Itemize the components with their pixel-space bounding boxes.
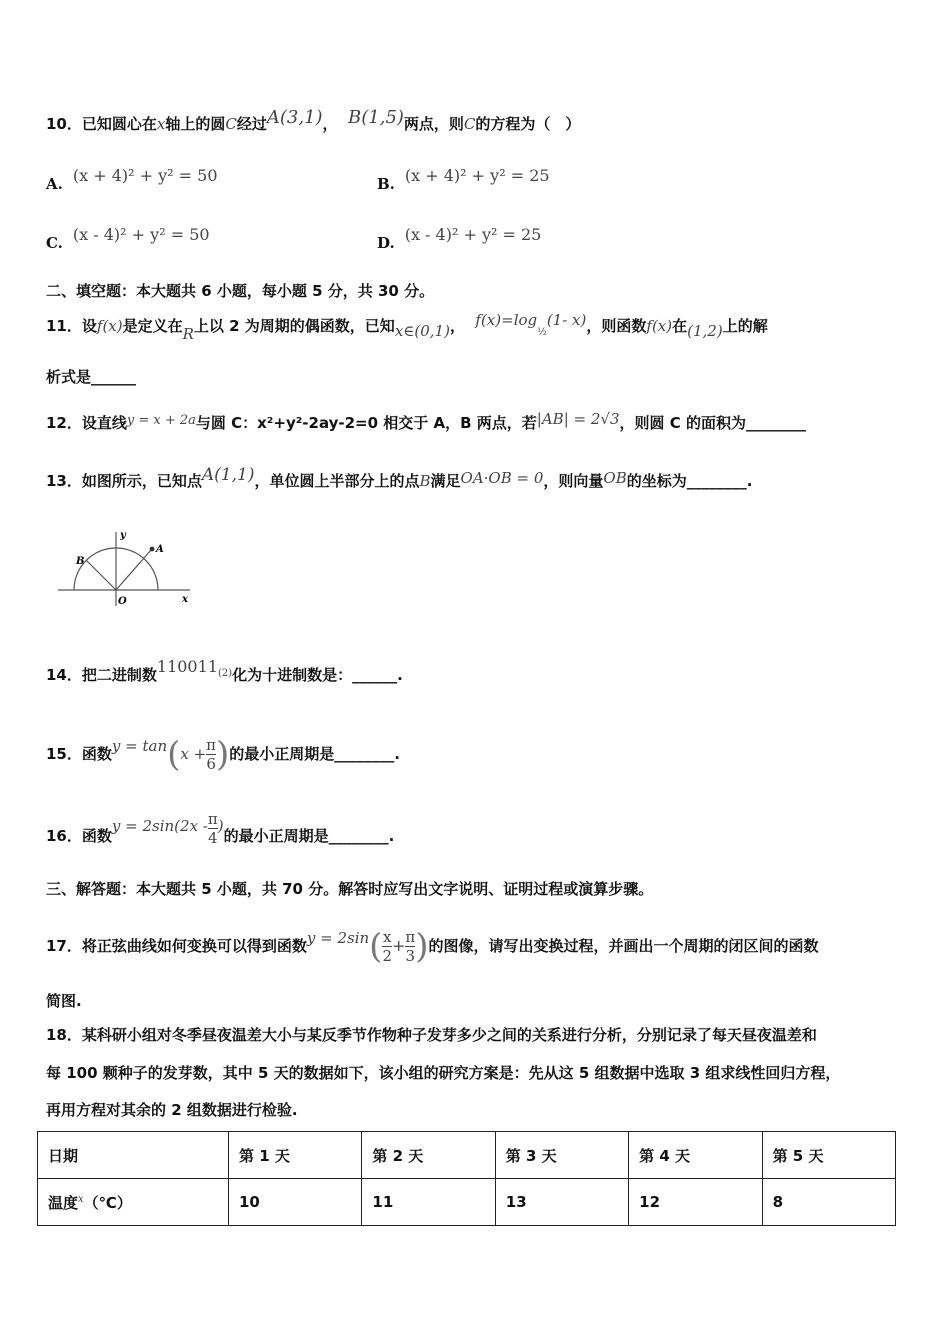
- table-header-cell: 第 3 天: [495, 1132, 628, 1179]
- table-header-cell: 第 5 天: [762, 1132, 895, 1179]
- segment-oa: [116, 550, 151, 590]
- q17-fraction-pi: $\frac{\pi}{3}$: [405, 928, 416, 965]
- q12-stem: 12．设直线y = x + 2a与圆 C：x²+y²-2ay-2=0 相交于 A，B 两点，若|AB| = 2√3，则圆 C 的面积为________: [46, 410, 806, 432]
- q18-data-table: [37, 1131, 896, 1226]
- point-a: [150, 547, 155, 552]
- table-cell: 12: [629, 1179, 762, 1226]
- q18-line-2: 每 100 颗种子的发芽数，其中 5 天的数据如下，该小组的研究方案是：先从这 5 组数据中选取 3 组求线性回归方程，: [46, 1064, 841, 1082]
- q10-option-b[interactable]: B. (x + 4)² + y² = 25: [377, 166, 550, 193]
- table-cell: 13: [495, 1179, 628, 1226]
- point-a-label: A: [156, 544, 164, 555]
- table-cell: 11: [362, 1179, 495, 1226]
- q10-option-a[interactable]: A. (x + 4)² + y² = 50: [46, 166, 218, 193]
- q16-fraction: $\frac{\pi}{4}$: [207, 810, 218, 847]
- table-row: [38, 1179, 896, 1226]
- table-header-cell: 第 2 天: [362, 1132, 495, 1179]
- table-row-label: 温度$^x$（℃）: [38, 1179, 229, 1226]
- q17-fraction-x: $\frac{x}{2}$: [382, 928, 392, 965]
- table-header-cell: 日期: [38, 1132, 229, 1179]
- q18-line-1: 18．某科研小组对冬季昼夜温差大小与某反季节作物种子发芽多少之间的关系进行分析，分别记录了每天昼夜温差和: [46, 1026, 817, 1044]
- q10-option-c[interactable]: C. (x - 4)² + y² = 50: [46, 225, 210, 252]
- q17-line-1: 17．将正弦曲线如何变换可以得到函数y = 2sin( $\frac{x}{2}$ + $\frac{\pi}{3}$ )的图像，请写出变换过程，并画出一个周期的闭区间的函数: [46, 926, 819, 967]
- table-header-cell: 第 1 天: [229, 1132, 362, 1179]
- q14-stem: 14．把二进制数110011$^{(2)}$化为十进制数是：______.: [46, 657, 403, 684]
- q17-line-2: 简图.: [46, 992, 82, 1010]
- q16-stem: 16．函数y = 2sin(2x - $\frac{\pi}{4}$ )的最小正周期是________.: [46, 810, 395, 847]
- origin-label: O: [118, 596, 127, 607]
- q15-fraction: $\frac{\pi}{6}$: [206, 736, 217, 773]
- q10-option-d[interactable]: D. (x - 4)² + y² = 25: [377, 225, 542, 252]
- section-3-heading: 三、解答题：本大题共 5 小题，共 70 分。解答时应写出文字说明、证明过程或演算步骤。: [46, 880, 654, 898]
- q18-line-3: 再用方程对其余的 2 组数据进行检验.: [46, 1101, 298, 1119]
- table-header-row: [38, 1132, 896, 1179]
- q11-line-1: 11．设f(x)是定义在R上以 2 为周期的偶函数，已知x∈(0,1)， $f(x)=\log_{\frac{1}{2}}(1-$ x)，则函数f(x)在(1,2)上的解: [46, 311, 768, 343]
- q10-stem: 10．已知圆心在x轴上的圆C经过A(3,1)， B(1,5)两点，则C的方程为（ ）: [46, 107, 581, 133]
- table-cell: 8: [762, 1179, 895, 1226]
- y-axis-label: y: [120, 530, 126, 541]
- q13-unit-circle-figure: [54, 526, 204, 612]
- section-2-heading: 二、填空题：本大题共 6 小题，每小题 5 分，共 30 分。: [46, 282, 435, 300]
- table-header-cell: 第 4 天: [629, 1132, 762, 1179]
- point-b-label: B: [76, 556, 85, 567]
- q11-line-2: 析式是______: [46, 368, 137, 386]
- segment-ob: [86, 560, 116, 590]
- x-axis-label: x: [182, 594, 188, 605]
- q15-stem: 15．函数y = tan(x + $\frac{\pi}{6}$ )的最小正周期是________.: [46, 734, 400, 775]
- q13-stem: 13．如图所示，已知点A(1,1)，单位圆上半部分上的点B满足OA·OB = 0，则向量OB的坐标为________.: [46, 465, 753, 490]
- table-cell: 10: [229, 1179, 362, 1226]
